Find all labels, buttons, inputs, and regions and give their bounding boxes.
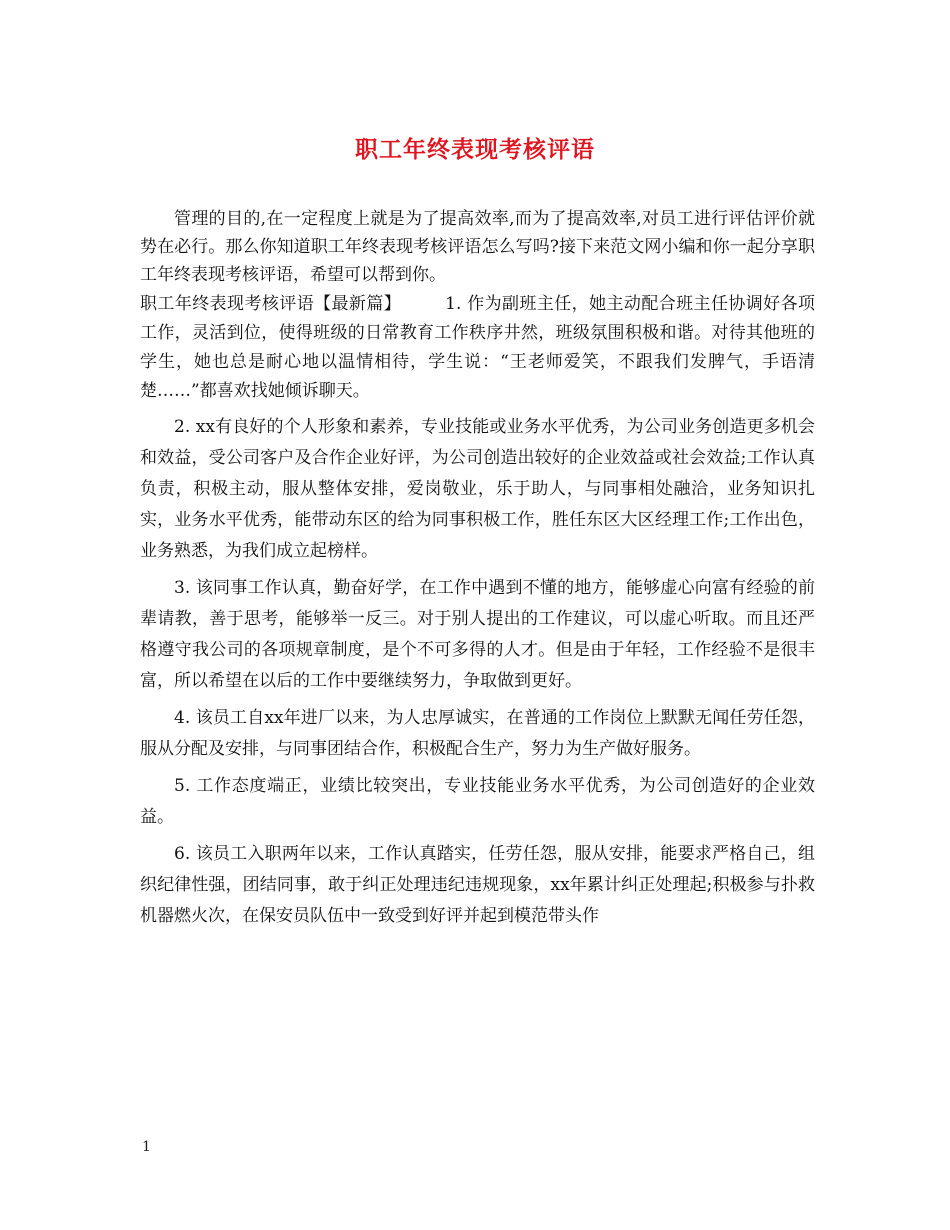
document-body (140, 205, 815, 932)
item-5: 5. 工作态度端正，业绩比较突出，专业技能业务水平优秀，为公司创造好的企业效益。 (140, 776, 815, 827)
section-paragraph (140, 290, 815, 406)
item-2: 2. xx有良好的个人形象和素养，专业技能或业务水平优秀，为公司业务创造更多机会和效益，受公司客户及合作企业好评，为公司创造出较好的企业效益或社会效益;工作认真负责，积极主动，服从整体安排，爱岗敬业，乐于助人，与同事相处融洽，业务知识扎实，业务水平优秀，能带动东区的给为同事积极工作，胜任东区大区经理工作;工作出色，业务熟悉，为我们成立起榜样。 (140, 417, 815, 561)
item-6: 6. 该员工入职两年以来，工作认真踏实，任劳任怨，服从安排，能要求严格自己，组织纪律性强，团结同事，敢于纠正处理违纪违规现象，xx年累计纠正处理起;积极参与扑救机器燃火次，在保安员队伍中一致受到好评并起到模范带头作 (140, 844, 815, 926)
item-4: 4. 该员工自xx年进厂以来，为人忠厚诚实，在普通的工作岗位上默默无闻任劳任怨，服从分配及安排，与同事团结合作，积极配合生产，努力为生产做好服务。 (140, 708, 815, 759)
section-heading: 职工年终表现考核评语【最新篇】 (140, 294, 402, 314)
page-number: 1 (142, 1139, 151, 1155)
item-1: 1. 作为副班主任，她主动配合班主任协调好各项工作，灵活到位，使得班级的日常教育工作秩序井然，班级氛围积极和谐。对待其他班的学生，她也总是耐心地以温情相待，学生说：“王老师爱笑，不跟我们发脾气，手语清楚……”都喜欢找她倾诉聊天。 (140, 294, 816, 401)
item-3: 3. 该同事工作认真，勤奋好学，在工作中遇到不懂的地方，能够虚心向富有经验的前辈请教，善于思考，能够举一反三。对于别人提出的工作建议，可以虚心听取。而且还严格遵守我公司的各项规章制度，是个不可多得的人才。但是由于年轻，工作经验不是很丰富，所以希望在以后的工作中要继续努力，争取做到更好。 (140, 578, 815, 691)
document-title: 职工年终表现考核评语 (355, 136, 595, 163)
intro-paragraph: 管理的目的,在一定程度上就是为了提高效率,而为了提高效率,对员工进行评估评价就势在必行。那么你知道职工年终表现考核评语怎么写吗?接下来范文网小编和你一起分享职工年终表现考核评语，希望可以帮到你。 (140, 209, 815, 285)
